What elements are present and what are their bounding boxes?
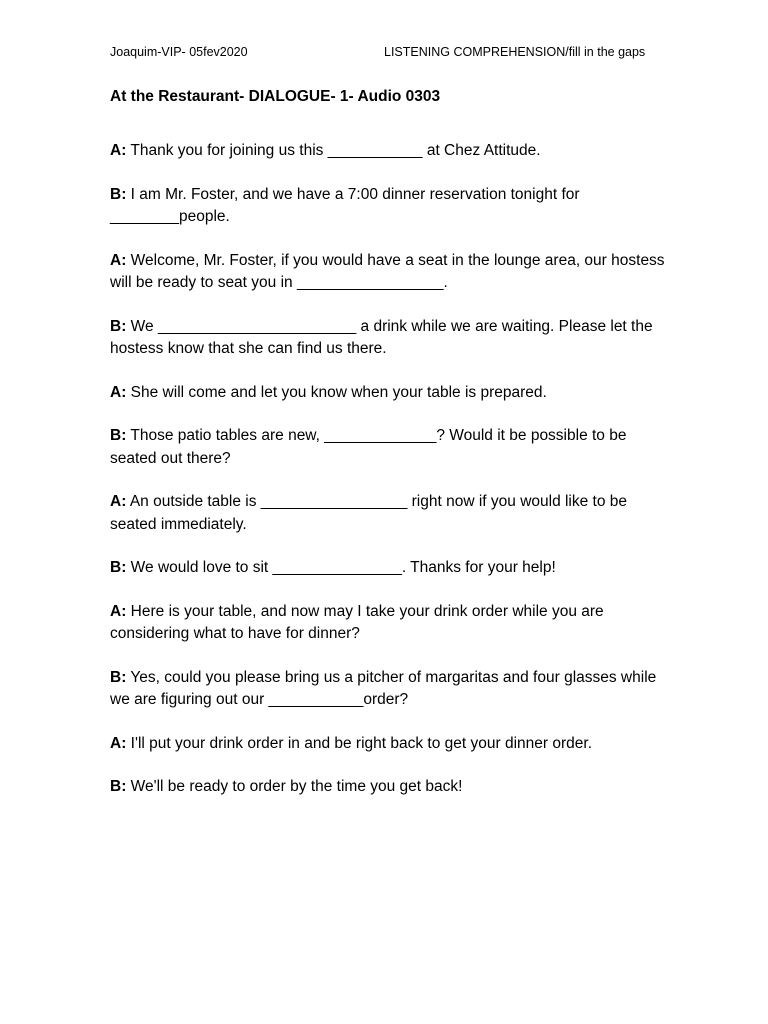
speaker-label: A: <box>110 251 127 269</box>
speaker-label: B: <box>110 317 127 335</box>
line-text: Yes, could you please bring us a pitcher of margaritas and four glasses while we are figuring out our ___________order? <box>110 668 657 708</box>
line-text: An outside table is _________________ right now if you would like to be seated immediately. <box>110 493 628 533</box>
speaker-label: A: <box>110 734 127 752</box>
line-text: Welcome, Mr. Foster, if you would have a seat in the lounge area, our hostess will be ready to seat you in _________________. <box>110 251 665 291</box>
dialogue-line <box>110 140 670 163</box>
speaker-label: A: <box>110 493 127 510</box>
speaker-label: A: <box>110 602 127 620</box>
line-text: Thank you for joining us this ___________ at Chez Attitude. <box>130 142 541 159</box>
speaker-label: B: <box>110 668 127 686</box>
line-text: I'll put your drink order in and be right back to get your dinner order. <box>130 734 593 752</box>
dialogue-list <box>110 140 670 820</box>
dialogue-line <box>110 601 670 646</box>
line-text: We _______________________ a drink while we are waiting. Please let the hostess know that she can find us there. <box>110 317 653 357</box>
dialogue-line <box>110 557 670 580</box>
dialogue-line <box>110 491 670 536</box>
line-text: She will come and let you know when your table is prepared. <box>130 383 547 401</box>
line-text: I am Mr. Foster, and we have a 7:00 dinner reservation tonight for ________people. <box>110 185 580 225</box>
document-title: At the Restaurant- DIALOGUE- 1- Audio 0303 <box>110 88 441 105</box>
speaker-label: B: <box>110 185 127 203</box>
header-author-date: Joaquim-VIP- 05fev2020 <box>110 45 248 59</box>
speaker-label: A: <box>110 142 127 159</box>
page-header <box>110 43 670 61</box>
line-text: We would love to sit _______________. Thanks for your help! <box>130 559 556 576</box>
dialogue-line <box>110 250 670 295</box>
line-text: We'll be ready to order by the time you get back! <box>130 778 463 795</box>
dialogue-line <box>110 733 670 756</box>
dialogue-line <box>110 425 670 470</box>
dialogue-line <box>110 667 670 712</box>
speaker-label: B: <box>110 778 127 795</box>
speaker-label: A: <box>110 383 127 401</box>
speaker-label: B: <box>110 559 127 576</box>
line-text: Here is your table, and now may I take your drink order while you are considering what to have for dinner? <box>110 602 604 642</box>
dialogue-line <box>110 316 670 361</box>
speaker-label: B: <box>110 427 127 444</box>
dialogue-line <box>110 382 670 405</box>
dialogue-line <box>110 184 670 229</box>
line-text: Those patio tables are new, _____________? Would it be possible to be seated out there? <box>110 427 627 467</box>
dialogue-line <box>110 776 670 799</box>
header-exercise-type: LISTENING COMPREHENSION/fill in the gaps <box>384 45 646 59</box>
